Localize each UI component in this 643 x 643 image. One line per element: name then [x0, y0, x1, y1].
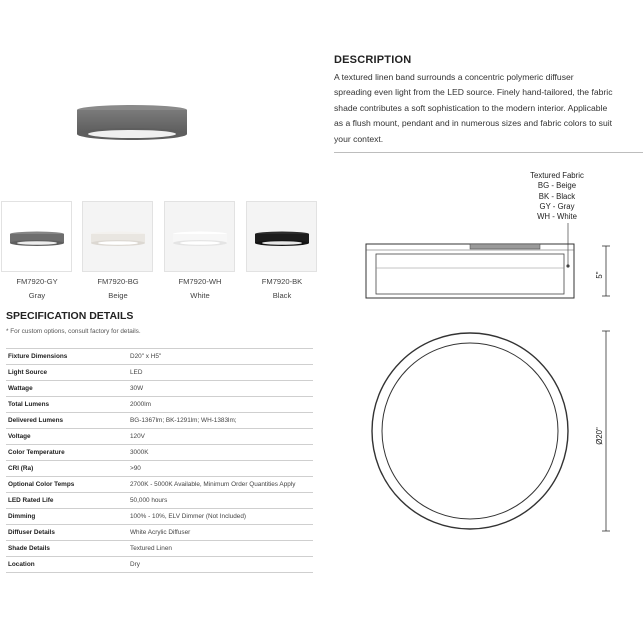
- spec-value: 100% - 10%, ELV Dimmer (Not Included): [128, 509, 313, 525]
- spec-note: * For custom options, consult factory for details.: [6, 328, 141, 335]
- spec-label: Delivered Lumens: [6, 413, 128, 429]
- spec-row: [6, 397, 313, 413]
- spec-value: 30W: [128, 381, 313, 397]
- thumbnail-white[interactable]: [164, 201, 235, 272]
- spec-value: Textured Linen: [128, 541, 313, 557]
- spec-row: [6, 525, 313, 541]
- spec-value: 2000lm: [128, 397, 313, 413]
- description-line: spreading even light from the LED source. Finely hand-tailored, the fabric: [334, 87, 613, 98]
- spec-value: D20" x H5": [128, 349, 313, 365]
- spec-label: Wattage: [6, 381, 128, 397]
- technical-drawing: [330, 168, 643, 638]
- spec-row: [6, 541, 313, 557]
- thumbnail-code: FM7920-BG: [97, 277, 139, 286]
- thumbnail-color-name: Black: [272, 291, 292, 300]
- spec-row: [6, 557, 313, 573]
- height-dimension-label: 5": [595, 271, 604, 279]
- spec-row: [6, 349, 313, 365]
- lamp-beige-icon: [83, 202, 154, 273]
- callout-line: BK - Black: [538, 192, 576, 201]
- description-line: as a flush mount, pendant and in numerous sizes and fabric colors to suit: [334, 118, 613, 129]
- thumbnail-code: FM7920-WH: [178, 277, 222, 286]
- spec-label: Shade Details: [6, 541, 128, 557]
- spec-value: White Acrylic Diffuser: [128, 525, 313, 541]
- spec-label: Color Temperature: [6, 445, 128, 461]
- spec-row: [6, 429, 313, 445]
- description-title: DESCRIPTION: [334, 54, 412, 66]
- description-divider: [334, 152, 643, 153]
- spec-label: Light Source: [6, 365, 128, 381]
- callout-line: GY - Gray: [539, 202, 575, 211]
- diameter-dimension-label: Ø20": [595, 427, 604, 445]
- spec-label: Fixture Dimensions: [6, 349, 128, 365]
- description-line: your context.: [334, 133, 384, 144]
- spec-table: [6, 348, 313, 573]
- lamp-gray-icon: [2, 202, 73, 273]
- thumbnail-code: FM7920-GY: [16, 277, 58, 286]
- thumbnail-color-name: Gray: [28, 291, 46, 300]
- spec-row: [6, 477, 313, 493]
- hero-product-image: [76, 104, 188, 142]
- spec-value: 2700K - 5000K Available, Minimum Order Quantities Apply: [128, 477, 313, 493]
- callout-line: BG - Beige: [537, 181, 577, 190]
- spec-row: [6, 461, 313, 477]
- spec-label: Diffuser Details: [6, 525, 128, 541]
- spec-label: Location: [6, 557, 128, 573]
- spec-label: CRI (Ra): [6, 461, 128, 477]
- thumbnail-beige[interactable]: [82, 201, 153, 272]
- spec-label: Total Lumens: [6, 397, 128, 413]
- description-line: shade contributes a soft sophistication to the modern interior. Applicable: [334, 102, 608, 113]
- lamp-white-icon: [165, 202, 236, 273]
- description-body: [334, 70, 643, 147]
- spec-row: [6, 413, 313, 429]
- thumbnail-code: FM7920-BK: [261, 277, 303, 286]
- plan-view: [372, 331, 610, 531]
- spec-value: LED: [128, 365, 313, 381]
- lamp-black-icon: [247, 202, 318, 273]
- spec-title: SPECIFICATION DETAILS: [6, 310, 134, 322]
- spec-label: Optional Color Temps: [6, 477, 128, 493]
- spec-label: LED Rated Life: [6, 493, 128, 509]
- spec-row: [6, 493, 313, 509]
- side-elevation: [366, 244, 610, 298]
- spec-value: 3000K: [128, 445, 313, 461]
- spec-value: BG-1367lm; BK-1291lm; WH-1383lm;: [128, 413, 313, 429]
- spec-row: [6, 381, 313, 397]
- spec-label: Voltage: [6, 429, 128, 445]
- spec-row: [6, 509, 313, 525]
- spec-row: [6, 445, 313, 461]
- spec-value: >90: [128, 461, 313, 477]
- description-line: A textured linen band surrounds a concentric polymeric diffuser: [334, 72, 574, 82]
- spec-value: 50,000 hours: [128, 493, 313, 509]
- spec-row: [6, 365, 313, 381]
- callout-line: WH - White: [537, 212, 577, 221]
- spec-value: 120V: [128, 429, 313, 445]
- callout-line: Textured Fabric: [530, 171, 584, 180]
- spec-value: Dry: [128, 557, 313, 573]
- thumbnail-gray[interactable]: [1, 201, 72, 272]
- thumbnail-color-name: Beige: [108, 291, 128, 300]
- spec-label: Dimming: [6, 509, 128, 525]
- thumbnail-black[interactable]: [246, 201, 317, 272]
- thumbnail-color-name: White: [190, 291, 210, 300]
